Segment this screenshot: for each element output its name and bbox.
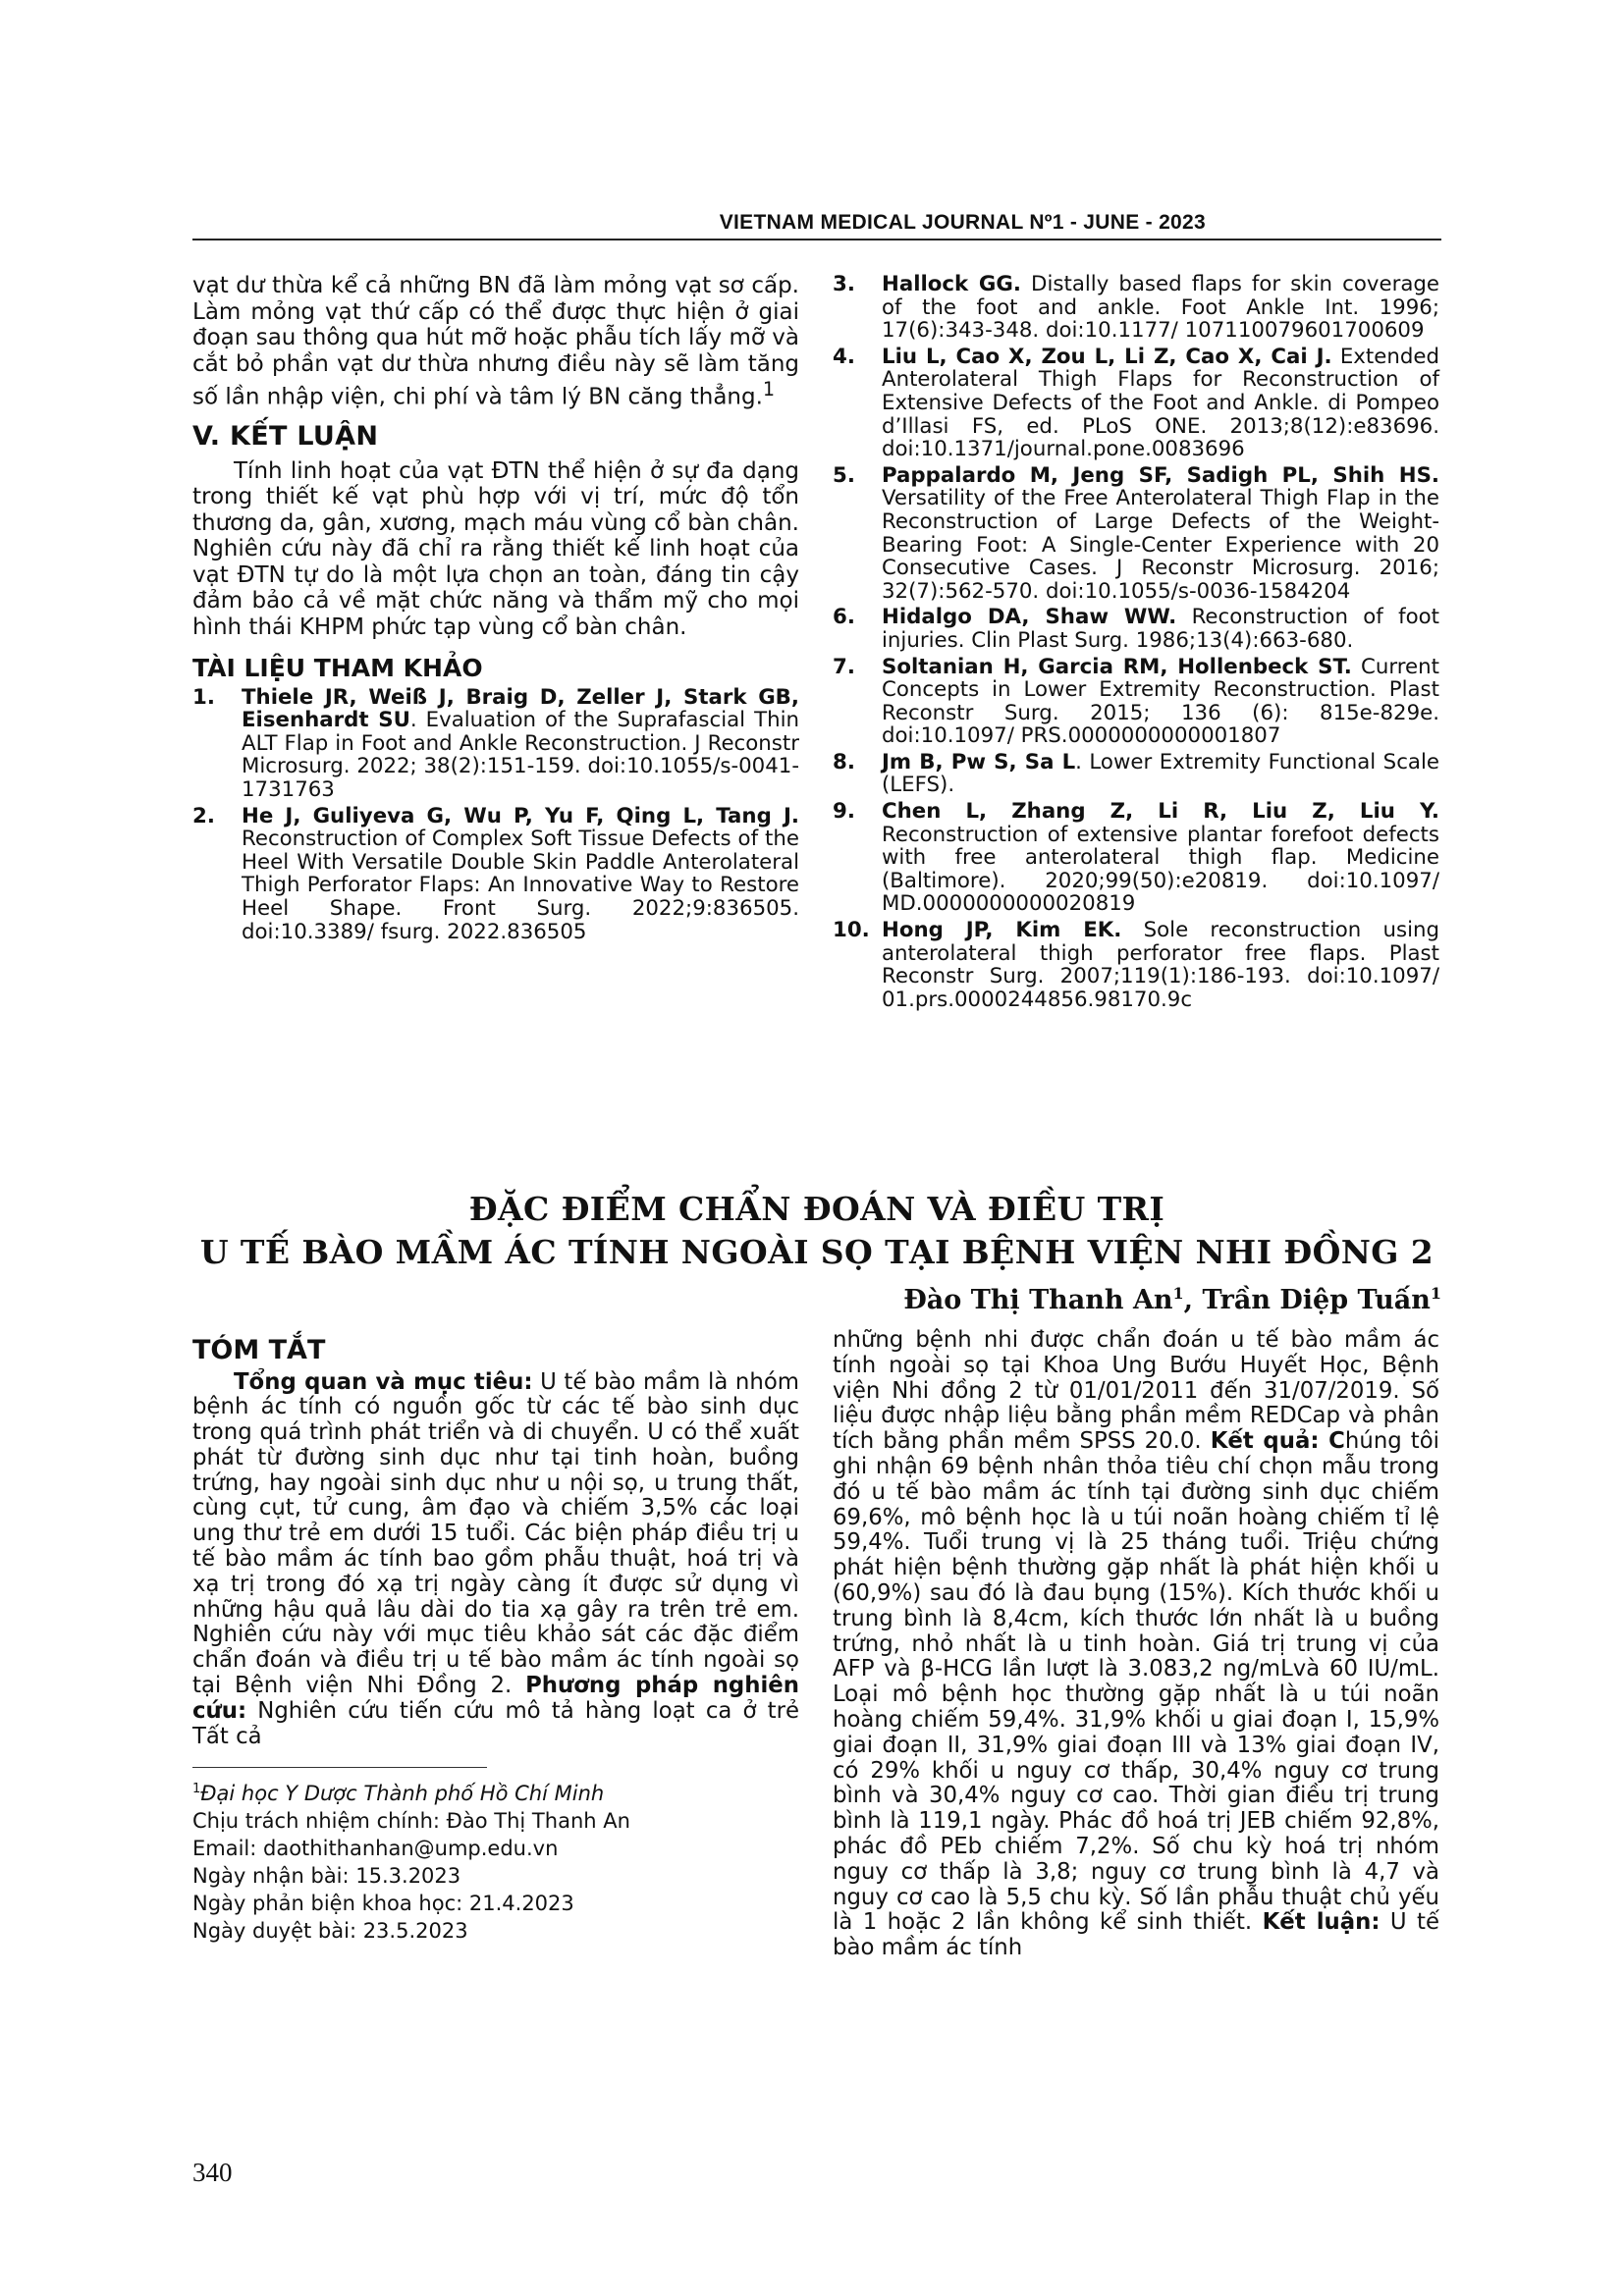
abstract-label-overview: Tổng quan và mục tiêu: [234, 1368, 533, 1395]
reference-authors: Pappalardo M, Jeng SF, Sadigh PL, Shih HS. [882, 462, 1439, 488]
reference-number: 10. [833, 918, 870, 943]
abstract-heading: TÓM TẮT [192, 1335, 326, 1365]
footnote-affiliation-text: Đại học Y Dược Thành phố Hồ Chí Minh [200, 1782, 605, 1806]
reference-item [833, 606, 1439, 652]
article-title [192, 1188, 1441, 1274]
reference-number: 9. [833, 799, 855, 825]
reference-authors: Thiele JR, Weiß J, Braig D, Zeller J, Stark GB, Eisenhardt SU [242, 684, 799, 733]
abstract-text: những bệnh nhi được chẩn đoán u tế bào mầm ác tính ngoài sọ tại Khoa Ung Bướu Huyết Học, Bệnh viện Nhi đồng 2 từ 01/01/2011 đến 31/07/2019. Số liệu được nhập liệu bằng phần mềm REDCap và phân tích bằng phần mềm SPSS 20.0. [833, 1327, 1439, 1455]
reference-number: 5. [833, 462, 855, 488]
article-title-line-1: ĐẶC ĐIỂM CHẨN ĐOÁN VÀ ĐIỀU TRỊ [468, 1190, 1165, 1228]
conclusion-paragraph: Tính linh hoạt của vạt ĐTN thể hiện ở sự đa dạng trong thiết kế vạt phù hợp với vị trí, mức độ tổn thương da, gân, xương, mạch máu vùng cổ bàn chân. Nghiên cứu này đã chỉ ra rằng thiết kế linh hoạt của vạt ĐTN tự do là một lựa chọn an toàn, đáng tin cậy đảm bảo cả về mặt chức năng và thẩm mỹ cho mọi hình thái KHPM phức tạp vùng cổ bàn chân. [192, 457, 799, 640]
abstract-label-methods: Phương pháp nghiên cứu: [192, 1673, 799, 1724]
footnote-rule [192, 1767, 487, 1768]
abstract-text: Nghiên cứu tiến cứu mô tả hàng loạt ca ở trẻ Tất cả [192, 1697, 799, 1749]
continuation-citation: 1 [762, 378, 776, 400]
reference-item [833, 464, 1439, 604]
reference-authors: Hong JP, Kim EK. [882, 918, 1122, 943]
reference-item [192, 805, 799, 944]
reference-number: 1. [192, 684, 215, 710]
reference-authors: Liu L, Cao X, Zou L, Li Z, Cao X, Cai J. [882, 344, 1332, 369]
reference-item [833, 800, 1439, 916]
article-authors [192, 1284, 1441, 1315]
abstract-text: U tế bào mầm là nhóm bệnh ác tính có nguồn gốc từ các tế bào sinh dục trong quá trình phát triển và di chuyển. U có thể xuất phát từ đường sinh dục như tại tinh hoàn, buồng trứng, hay ngoài sinh dục như u nội sọ, u trung thất, cùng cụt, tử cung, âm đạo và chiếm 3,5% các loại ung thư trẻ em dưới 15 tuổi. Các biện pháp điều trị u tế bào mầm ác tính bao gồm phẫu thuật, hoá trị và xạ trị trong đó xạ trị ngày càng ít được sử dụng vì những hậu quả lâu dài do tia xạ gây ra trên trẻ em. Nghiên cứu này với mục tiêu khảo sát các đặc điểm chẩn đoán và điều trị u tế bào mầm ác tính ngoài sọ tại Bệnh viện Nhi Đồng 2. [192, 1368, 799, 1699]
prev-article-left-column [192, 273, 799, 946]
reference-text: Distally based flaps for skin coverage of the foot and ankle. Foot Ankle Int. 1996; 17(6):343-348. doi:10.1177/ 107110079601700609 [882, 272, 1439, 344]
author-separator: , [1183, 1285, 1203, 1315]
reference-text: Reconstruction of foot injuries. Clin Plast Surg. 1986;13(4):663-680. [882, 605, 1439, 653]
reference-number: 2. [192, 803, 215, 828]
reference-number: 8. [833, 749, 855, 774]
reference-text: Reconstruction of Complex Soft Tissue Defects of the Heel With Versatile Double Skin Paddle Anterolateral Thigh Perforator Flaps: An Innovative Way to Restore Heel Shape. Front Surg. 2022;9:836505. doi:10.3389/ fsurg. 2022.836505 [242, 827, 799, 944]
running-head: VIETNAM MEDICAL JOURNAL Nº1 - JUNE - 2023 [719, 211, 1206, 234]
continuation-text: vạt dư thừa kể cả những BN đã làm mỏng vạt sơ cấp. Làm mỏng vạt thứ cấp có thể được thực hiện ở giai đoạn sau thông qua hút mỡ hoặc phẫu tích lấy mỡ và cắt bỏ phần vạt dư thừa nhưng điều này sẽ làm tăng số lần nhập viện, chi phí và tâm lý BN căng thẳng. [192, 273, 799, 410]
author-name: Trần Diệp Tuấn [1202, 1285, 1431, 1315]
abstract-paragraph [192, 1370, 799, 1750]
author-affiliation-mark: 1 [1172, 1284, 1184, 1303]
reference-item [833, 346, 1439, 461]
reference-authors: Chen L, Zhang Z, Li R, Liu Z, Liu Y. [882, 799, 1439, 825]
reference-number: 7. [833, 654, 855, 679]
reference-item [192, 686, 799, 802]
reference-number: 6. [833, 605, 855, 630]
reference-text: . Evaluation of the Suprafascial Thin ALT Flap in Foot and Ankle Reconstruction. J Reconstr Microsurg. 2022; 38(2):151-159. doi:10.1055/s-0041-1731763 [242, 708, 800, 803]
footnote-accepted: Ngày duyệt bài: 23.5.2023 [192, 1919, 468, 1944]
reference-authors: Jm B, Pw S, Sa L [882, 749, 1076, 774]
reference-text: Current Concepts in Lower Extremity Reconstruction. Plast Reconstr Surg. 2015; 136 (6): 815e-829e. doi:10.1097/ PRS.0000000000001807 [882, 654, 1439, 749]
reference-item [833, 656, 1439, 748]
footnote-corresponding: Chịu trách nhiệm chính: Đào Thị Thanh An [192, 1809, 630, 1834]
abstract-text: húng tôi ghi nhận 69 bệnh nhân thỏa tiêu chí chọn mẫu trong đó u tế bào mầm ác tính tại đường sinh dục chiếm 69,6%, mô bệnh học là u túi noãn hoàng chiếm tỉ lệ 59,4%. Tuổi trung vị là 25 tháng tuổi. Triệu chứng phát hiện bệnh thường gặp nhất là phát hiện khối u (60,9%) sau đó là đau bụng (15%). Kích thước khối u trung bình là 8,4cm, kích thước lớn nhất là u buồng trứng, nhỏ nhất là u tinh hoàn. Giá trị trung vị của AFP và β-HCG lần lượt là 3.083,2 ng/mLvà 60 IU/mL. Loại mô bệnh học thường gặp nhất là u túi noãn hoàng chiếm 59,4%. 31,9% khối u giai đoạn I, 15,9% giai đoạn II, 31,9% giai đoạn III và 13% giai đoạn IV, có 29% khối u nguy cơ thấp, 30,4% nguy cơ trung bình và 30,4% nguy cơ cao. Thời gian điều trị trung bình là 119,1 ngày. Phác đồ hoá trị JEB chiếm 92,8%, phác đồ PEb chiếm 7,2%. Số chu kỳ hoá trị nhóm nguy cơ thấp là 3,8; nguy cơ trung bình là 4,7 và nguy cơ cao là 5,5 chu kỳ. Số lần phẫu thuật chủ yếu là 1 hoặc 2 lần không kể sinh thiết. [833, 1428, 1439, 1936]
abstract-left-column [192, 1328, 799, 1945]
reference-item [833, 751, 1439, 797]
footnote-email: Email: daothithanhan@ump.edu.vn [192, 1837, 559, 1861]
reference-item [833, 273, 1439, 343]
abstract-right-column [833, 1328, 1439, 1961]
footnote-affiliation-mark: 1 [192, 1782, 201, 1797]
abstract-label-results: Kết quả: C [1210, 1428, 1345, 1455]
reference-text: . Lower Extremity Functional Scale (LEFS). [882, 749, 1439, 798]
footnote-affiliation [192, 1776, 799, 1807]
author-name: Đào Thị Thanh An [903, 1285, 1173, 1315]
reference-text: Sole reconstruction using anterolateral thigh perforator free flaps. Plast Reconstr Surg. 2007;119(1):186-193. doi:10.1097/ 01.prs.0000244856.98170.9c [882, 918, 1439, 1012]
reference-list-left [192, 686, 799, 944]
reference-authors: He J, Guliyeva G, Wu P, Yu F, Qing L, Tang J. [242, 803, 799, 828]
reference-text: Versatility of the Free Anterolateral Thigh Flap in the Reconstruction of Large Defects of the Weight-Bearing Foot: A Single-Center Experience with 20 Consecutive Cases. J Reconstr Microsurg. 2016; 32(7):562-570. doi:10.1055/s-0036-1584204 [882, 486, 1439, 604]
reference-number: 4. [833, 344, 855, 369]
footnote-received: Ngày nhận bài: 15.3.2023 [192, 1864, 461, 1889]
reference-text: Extended Anterolateral Thigh Flaps for Reconstruction of Extensive Defects of the Foot and Ankle. di Pompeo d’Illasi FS, ed. PLoS ONE. 2013;8(12):e83696. doi:10.1371/journal.pone.0083696 [882, 344, 1439, 462]
footnote-reviewed: Ngày phản biện khoa học: 21.4.2023 [192, 1892, 574, 1916]
article-title-line-2: U TẾ BÀO MẦM ÁC TÍNH NGOÀI SỌ TẠI BỆNH VIỆN NHI ĐỒNG 2 [199, 1233, 1435, 1271]
page-number: 340 [192, 2158, 233, 2187]
reference-list-right [833, 273, 1439, 1011]
conclusion-heading: V. KẾT LUẬN [192, 421, 379, 453]
abstract-text: U tế bào mầm ác tính [833, 1909, 1439, 1961]
reference-item [833, 919, 1439, 1011]
author-affiliation-mark: 1 [1430, 1284, 1441, 1303]
reference-number: 3. [833, 272, 855, 296]
references-heading: TÀI LIỆU THAM KHẢO [192, 654, 483, 683]
prev-article-right-column [833, 273, 1439, 1014]
header-rule [192, 239, 1441, 240]
abstract-label-conclusion: Kết luận: [1262, 1909, 1380, 1936]
abstract-paragraph-continued [833, 1328, 1439, 1961]
reference-text: Reconstruction of extensive plantar forefoot defects with free anterolateral thigh flap. Medicine (Baltimore). 2020;99(50):e20819. doi:10.1097/ MD.0000000000020819 [882, 822, 1439, 917]
reference-authors: Hidalgo DA, Shaw WW. [882, 605, 1177, 630]
reference-authors: Hallock GG. [882, 272, 1021, 296]
reference-authors: Soltanian H, Garcia RM, Hollenbeck ST. [882, 654, 1352, 679]
continuation-paragraph [192, 273, 799, 410]
